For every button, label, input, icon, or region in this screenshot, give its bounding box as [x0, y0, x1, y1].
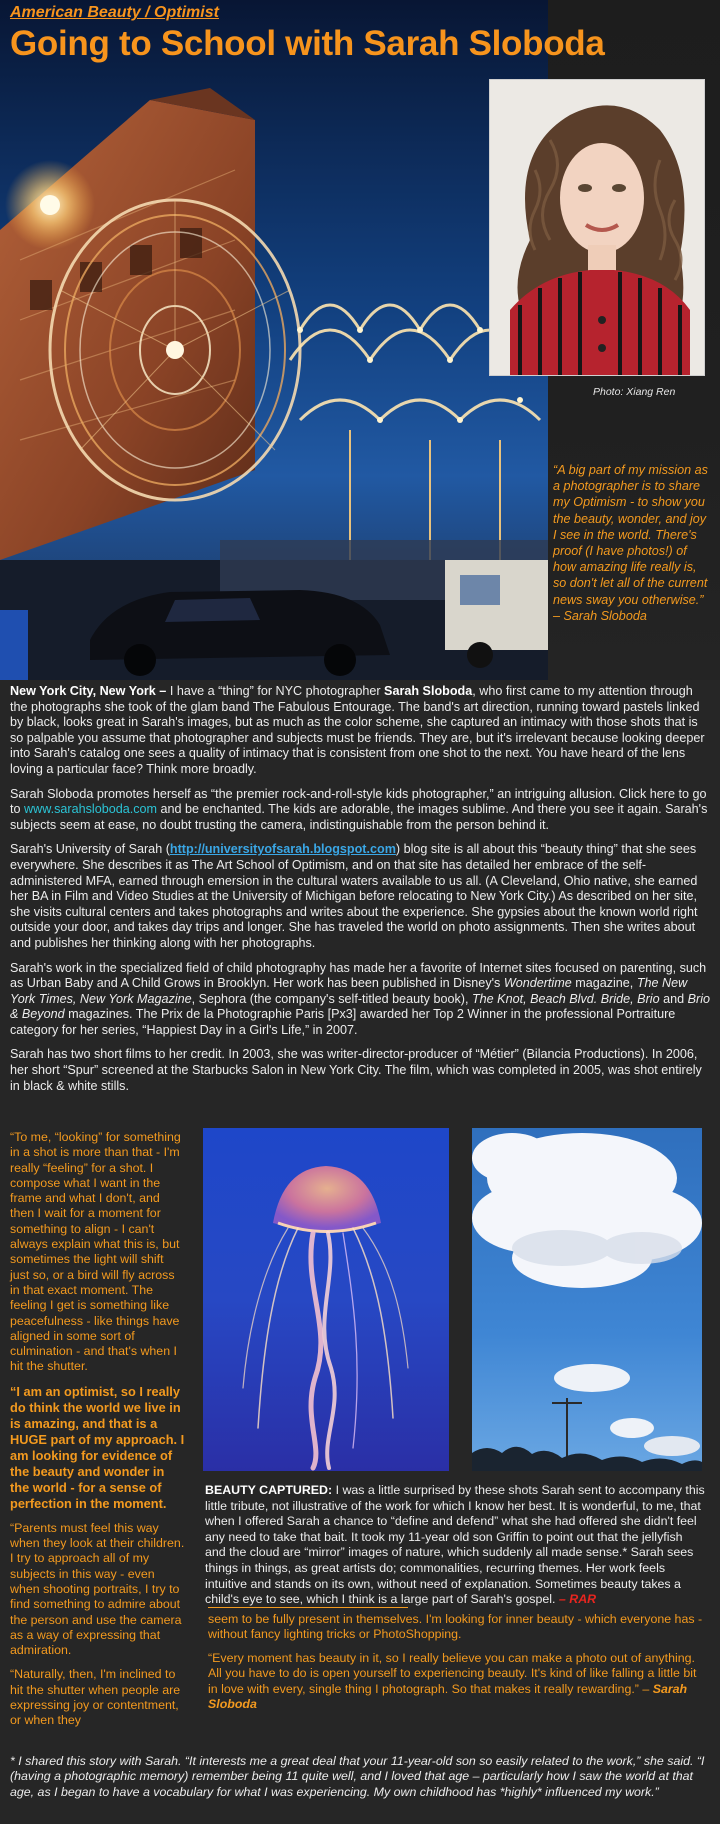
- hero-banner: [0, 0, 720, 680]
- side-quote-shutter: “Naturally, then, I'm inclined to hit the shutter when people are expressing joy or contentment, or when they: [10, 1667, 181, 1728]
- pull-quote: “A big part of my mission as a photographer is to share my Optimism - to show you the beauty, wonder, and joy I see in the world. There's proof (I have photos!) of how amazing life really is, so don't let all of the current news sway you otherwise.” – Sarah Sloboda: [553, 463, 708, 623]
- beauty-captured-caption: BEAUTY CAPTURED: I was a little surprised by these shots Sarah sent to accompany this little tribute, not illustrative of the work for which I know her best. It is wonderful, to me, that when I offered Sarah a chance to “define and defend” what she had offered she didn't feel any need to take that bait. It took my 11-year old son Griffin to point out that the jellyfish and the cloud are “mirror” images of nature, which suddenly all made sense.* Sarah sees things in things, as great artists do; commonalities, recurring themes. Her work feels intuitive and stands on its own, without need of explanation. Sometimes beauty takes a child's eye to see, which I think is a large part of Sarah's gospel. – RAR: [205, 1483, 705, 1607]
- blog-link[interactable]: http://universityofsarah.blogspot.com: [169, 842, 396, 857]
- dateline: New York City, New York –: [10, 684, 167, 698]
- paragraph-publications: Sarah's work in the specialized field of child photography has made her a favorite of Internet sites focused on parenting, such as Urban Baby and A Child Grows in Brooklyn. Her work has been published in Disney's Wondertime magazine, The New York Times, New York Magazine, Sephora (the company's self-titled beauty book), The Knot, Beach Blvd. Bride, Brio and Brio & Beyond magazines. The Prix de la Photographie Paris [Px3] awarded her Top 2 Winner in the professional Portraiture category for her series, “Happiest Day in a Girl's Life,” in 2007.: [10, 960, 710, 1037]
- article-title: Going to School with Sarah Sloboda: [10, 24, 605, 63]
- section-kicker-link[interactable]: American Beauty / Optimist: [10, 4, 219, 21]
- photo-credit: Photo: Xiang Ren: [593, 386, 676, 398]
- side-quote-optimist: “I am an optimist, so I really do think the world we live in is amazing, and that is a HUGE part of my approach. I am looking for evidence of the beauty and wonder in the world - for a sense of perfection in the moment.: [10, 1383, 185, 1511]
- article-body: [10, 684, 710, 1103]
- paragraph-blog: Sarah's University of Sarah (http://universityofsarah.blogspot.com) blog site is all about this “beauty thing” that she sees everywhere. She describes it as The Art School of Optimism, and on that site has detailed her embrace of the self-administered MFA, earned through emersion in the cultural waters available to us all. (A Cleveland, Ohio native, she earned her BA in Film and Video Studies at the University of Michigan before relocating to New York City.) As described on her site, she visits cultural centers and takes photographs and writes about the experience. She gypsies about the known world right outside your door, and takes day trips and longer. She has traveled the world on photo assignments. Then she writes about and publishes her thinking along with her photographs.: [10, 842, 698, 950]
- jellyfish-photo: [203, 1128, 449, 1471]
- paragraph-promotes: Sarah Sloboda promotes herself as “the premier rock-and-roll-style kids photographer,” an intriguing allusion. Click here to go to www.sarahsloboda.com and be enchanted. The kids are adorable, the images sublime. And there you see it again. Sarah's subjects seem at ease, no doubt trusting the camera, indistinguishable from the person behind it.: [10, 786, 708, 832]
- quote-continuation: [208, 1612, 708, 1720]
- cloud-sky-photo: [472, 1128, 702, 1471]
- side-quotes-column: [10, 1130, 186, 1738]
- section-divider: [208, 1607, 408, 1608]
- photographer-name: Sarah Sloboda: [384, 684, 473, 698]
- sarah-sloboda-portrait-photo: [489, 79, 705, 376]
- sloboda-signature: Sarah Sloboda: [208, 1681, 688, 1712]
- editor-signature: – RAR: [558, 1592, 597, 1607]
- website-link[interactable]: www.sarahsloboda.com: [24, 802, 158, 817]
- beauty-captured-label: BEAUTY CAPTURED:: [205, 1483, 333, 1497]
- paragraph-intro: New York City, New York – I have a “thing” for NYC photographer Sarah Sloboda, who first came to my attention through the photographs she took of the glam band The Fabulous Entourage. The band's art direction, running toward pastels linked by black, looks great in Sarah's images, but as much as the color scheme, she captured an intimacy with those shots that is so palpable you assume that photographer and subjects must be friends. They are, but it's irrelevant because looking deeper into Sarah's catalog one sees a quality of intimacy that is consistent from one shot to the next. You have heard of the lens loving a particular face? Think more broadly.: [10, 684, 705, 776]
- coney-island-ferris-wheel-photo: [0, 0, 548, 680]
- side-quote-parents: “Parents must feel this way when they look at their children. I try to approach all of my subjects in this way - even when shooting portraits, I try to find something to admire about the person and use the camera as a way of expressing that admiration.: [10, 1520, 185, 1658]
- paragraph-films: Sarah has two short films to her credit. In 2003, she was writer-director-producer of “Métier” (Bilancia Productions). In 2006, her short “Spur” screened at the Starbucks Salon in New York City. The film, which was completed in 2005, was shot entirely in black & white stills.: [10, 1047, 702, 1093]
- quote-continuation-2: “Every moment has beauty in it, so I really believe you can make a photo out of anything. All you have to do is open yourself to experiencing beauty. It's kind of like falling a little bit in love with every, single thing I photograph. So that makes it really rewarding.” – Sarah Sloboda: [208, 1650, 697, 1712]
- quote-continuation-1: seem to be fully present in themselves. I'm looking for inner beauty - which everyone has - without fancy lighting tricks or PhotoShopping.: [208, 1612, 703, 1642]
- side-quote-looking: “To me, “looking” for something in a shot is more than that - I'm really “feeling” for a shot. I compose what I want in the frame and what I don't, and then I wait for a moment for something to align - I can't always explain what this is, but sometimes the light will shift just so, or a bird will fly across in that exact moment. The feeling I get is something like peacefulness - like things have aligned in some sort of culmination - and that's when I hit the shutter.: [10, 1130, 181, 1374]
- footnote: * I shared this story with Sarah. “It interests me a great deal that your 11-year-old son so easily related to the work,” she said. “I (having a photographic memory) remember being 11 quite well, and I loved that age – particularly how I saw the world at that age, as I began to have a vocabulary for what I was experiencing. My own childhood has *highly* influenced my work.”: [10, 1754, 705, 1799]
